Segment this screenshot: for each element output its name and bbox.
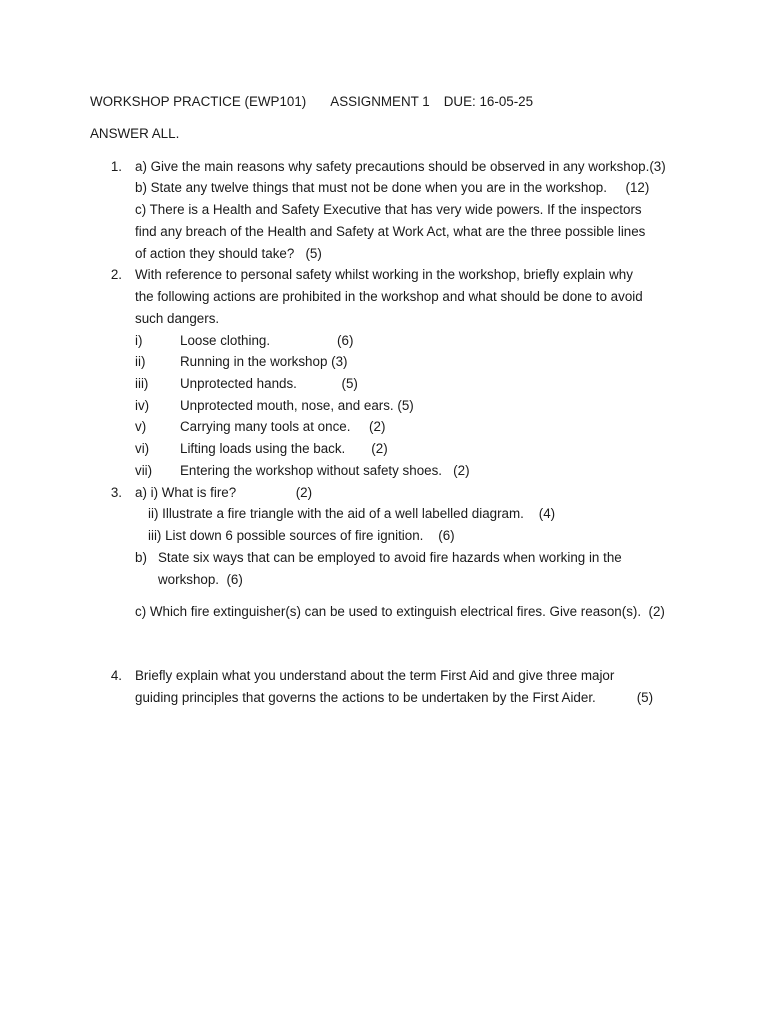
q2-item-label: vi) xyxy=(135,441,150,456)
question-1-number: 1. xyxy=(110,159,122,174)
q2-item-text: Unprotected hands. (5) xyxy=(180,376,358,391)
question-2-number: 2. xyxy=(110,267,122,282)
q4-line: Briefly explain what you understand about the term First Aid and give three major xyxy=(135,668,615,683)
q2-line: the following actions are prohibited in the workshop and what should be done to avoid xyxy=(135,289,643,304)
q2-item-label: iv) xyxy=(135,398,150,413)
question-4-number: 4. xyxy=(110,668,122,683)
q3-a-iii: iii) List down 6 possible sources of fire ignition. (6) xyxy=(148,528,455,543)
q1-line: find any breach of the Health and Safety at Work Act, what are the three possible lines xyxy=(135,224,646,239)
q2-line: such dangers. xyxy=(135,311,220,326)
q3-b-line: workshop. (6) xyxy=(158,572,243,587)
due-date: DUE: 16-05-25 xyxy=(443,94,534,109)
q2-item-label: i) xyxy=(135,333,143,348)
instruction: ANSWER ALL. xyxy=(90,126,180,141)
assignment-label: ASSIGNMENT 1 xyxy=(330,94,430,109)
q1-line: a) Give the main reasons why safety precautions should be observed in any workshop.(3) xyxy=(135,159,666,174)
q2-item-text: Unprotected mouth, nose, and ears. (5) xyxy=(180,398,414,413)
q2-item-label: ii) xyxy=(135,354,146,369)
course-title: WORKSHOP PRACTICE (EWP101) xyxy=(90,94,307,109)
q1-line: of action they should take? (5) xyxy=(135,246,322,261)
q2-item-label: v) xyxy=(135,419,147,434)
q3-b-label: b) xyxy=(135,550,147,565)
q3-a-i: a) i) What is fire? (2) xyxy=(135,485,313,500)
question-3-number: 3. xyxy=(110,485,122,500)
q2-item-text: Carrying many tools at once. (2) xyxy=(180,419,386,434)
q2-item-text: Loose clothing. (6) xyxy=(180,333,354,348)
q4-line: guiding principles that governs the actions to be undertaken by the First Aider. (5) xyxy=(135,690,654,705)
q3-a-ii: ii) Illustrate a fire triangle with the aid of a well labelled diagram. (4) xyxy=(148,506,556,521)
q2-item-text: Entering the workshop without safety shoes. (2) xyxy=(180,463,470,478)
q3-c: c) Which fire extinguisher(s) can be used to extinguish electrical fires. Give reason(s). (2) xyxy=(135,604,665,619)
q1-line: b) State any twelve things that must not be done when you are in the workshop. (12) xyxy=(135,180,650,195)
q2-item-label: vii) xyxy=(135,463,153,478)
q2-item-text: Lifting loads using the back. (2) xyxy=(180,441,388,456)
assignment-header xyxy=(90,94,533,110)
q2-item-text: Running in the workshop (3) xyxy=(180,354,348,369)
q1-line: c) There is a Health and Safety Executive that has very wide powers. If the inspectors xyxy=(135,202,642,217)
q2-line: With reference to personal safety whilst working in the workshop, briefly explain why xyxy=(135,267,633,282)
q3-b-line: State six ways that can be employed to avoid fire hazards when working in the xyxy=(158,550,622,565)
q2-item-label: iii) xyxy=(135,376,149,391)
